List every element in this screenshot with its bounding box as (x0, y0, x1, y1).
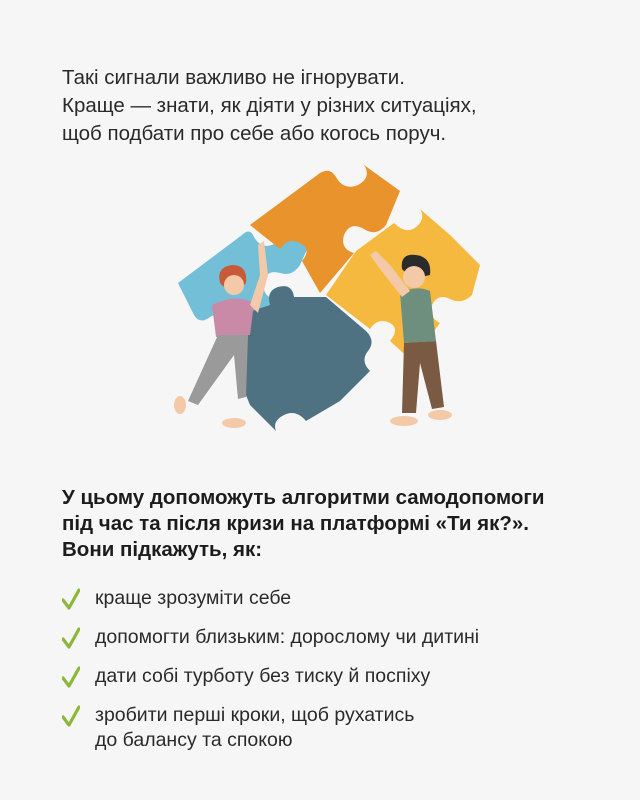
check-icon (62, 666, 80, 688)
check-icon (62, 705, 80, 727)
section-heading (62, 485, 602, 563)
intro-text (62, 64, 602, 148)
list-item-text: дати собі турботу без тиску й поспіху (95, 665, 431, 687)
check-icon (62, 627, 80, 649)
list-item (62, 586, 602, 611)
list-item-text: краще зрозуміти себе (95, 587, 292, 609)
list-item (62, 625, 602, 650)
heading-line: Вони підкажуть, як: (62, 538, 263, 561)
list-item-text: зробити перші кроки, щоб рухатись (95, 704, 415, 726)
list-item-text: до балансу та спокою (95, 729, 293, 751)
intro-line: Краще — знати, як діяти у різних ситуаціях, (62, 94, 477, 117)
heading-line: У цьому допоможуть алгоритми самодопомоги (62, 486, 545, 509)
benefits-list (62, 586, 602, 767)
intro-line: щоб подбати про себе або когось поруч. (62, 122, 447, 145)
list-item-text: допомогти близьким: дорослому чи дитині (95, 626, 480, 648)
heading-line: під час та після кризи на платформі «Ти як?». (62, 512, 529, 535)
list-item (62, 664, 602, 689)
puzzle-people-illustration (150, 165, 480, 440)
check-icon (62, 588, 80, 610)
list-item (62, 703, 602, 753)
intro-line: Такі сигнали важливо не ігнорувати. (62, 66, 405, 89)
